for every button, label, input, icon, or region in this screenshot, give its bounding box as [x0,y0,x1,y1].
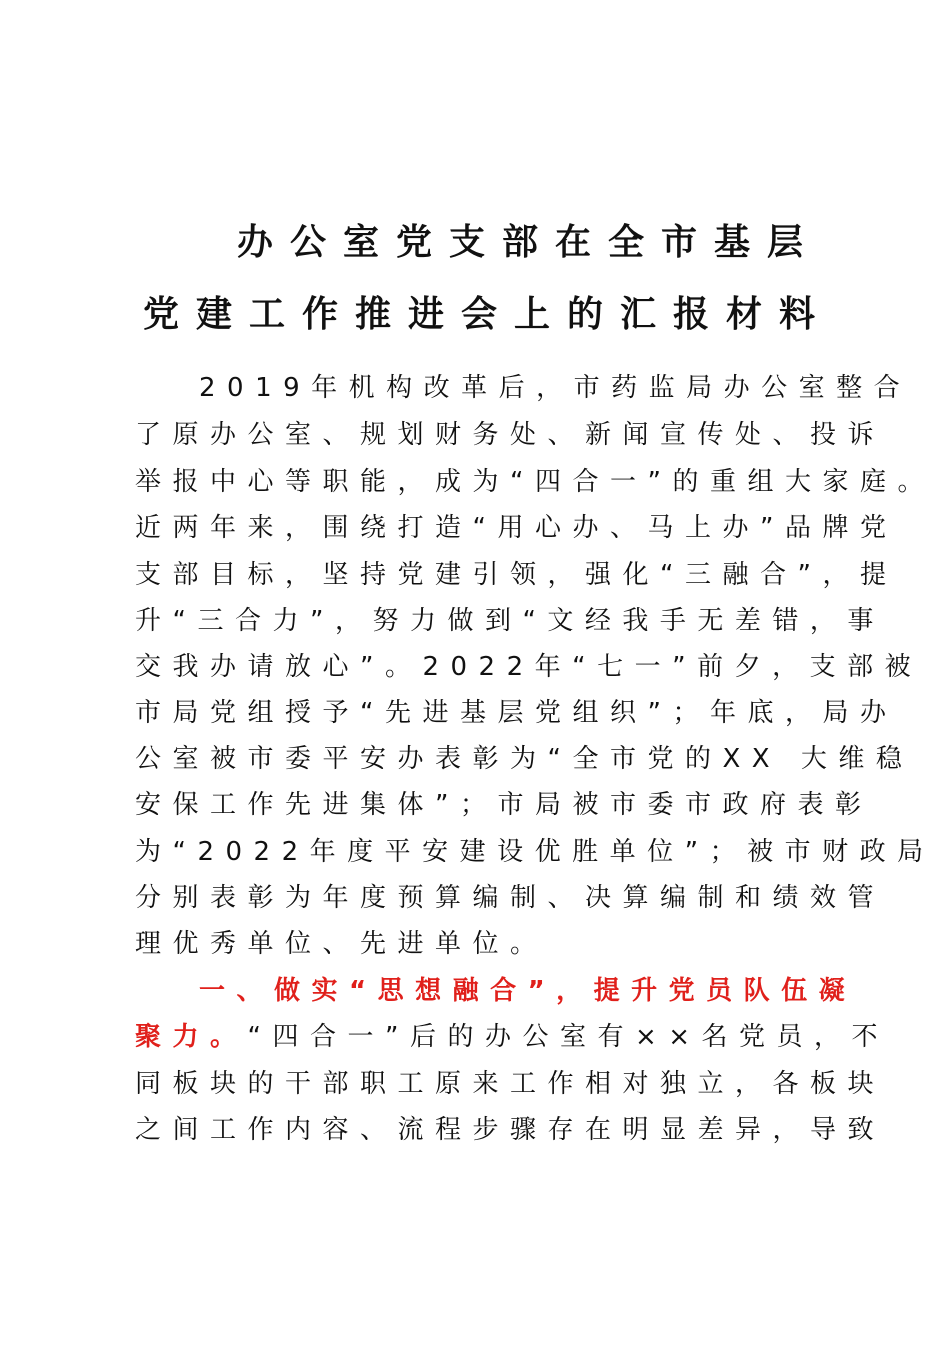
paragraph-line: 理优秀单位、先进单位。 [135,929,548,959]
paragraph-line: 了原办公室、规划财务处、新闻宣传处、投诉 [135,420,886,450]
paragraph-line: 近两年来，围绕打造“用心办、马上办”品牌党 [135,513,898,543]
paragraph-line: 安保工作先进集体”；市局被市委市政府表彰 [135,790,873,820]
paragraph-line: 举报中心等职能，成为“四合一”的重组大家庭。 [135,467,935,497]
section-heading-line-2 [135,1021,889,1053]
section-heading: 一、做实“思想融合”，提升党员队伍凝 [199,976,857,1006]
paragraph-line: 2019年机构改革后，市药监局办公室整合 [199,373,912,403]
paragraph-line: 公室被市委平安办表彰为“全市党的XX 大维稳 [135,744,914,774]
paragraph-line: 支部目标，坚持党建引领，强化“三融合”，提 [135,560,898,590]
paragraph-line: 之间工作内容、流程步骤存在明显差异，导致 [135,1115,886,1145]
paragraph-line: 分别表彰为年度预算编制、决算编制和绩效管 [135,883,886,913]
paragraph-line: 为“2022年度平安建设优胜单位”；被市财政局 [135,837,935,867]
paragraph-line: 升“三合力”，努力做到“文经我手无差错，事 [135,606,885,636]
section-heading-end: 聚力。 [135,1022,248,1052]
document-title-line-2: 党建工作推进会上的汇报材料 [143,294,833,335]
section-text: “四合一”后的办公室有××名党员，不 [247,1022,890,1052]
document-title-line-1: 办公室党支部在全市基层 [237,222,821,263]
paragraph-line: 同板块的干部职工原来工作相对独立，各板块 [135,1069,886,1099]
paragraph-line: 市局党组授予“先进基层党组织”；年底，局办 [135,698,898,728]
paragraph-line: 交我办请放心”。2022年“七一”前夕，支部被 [135,652,923,682]
